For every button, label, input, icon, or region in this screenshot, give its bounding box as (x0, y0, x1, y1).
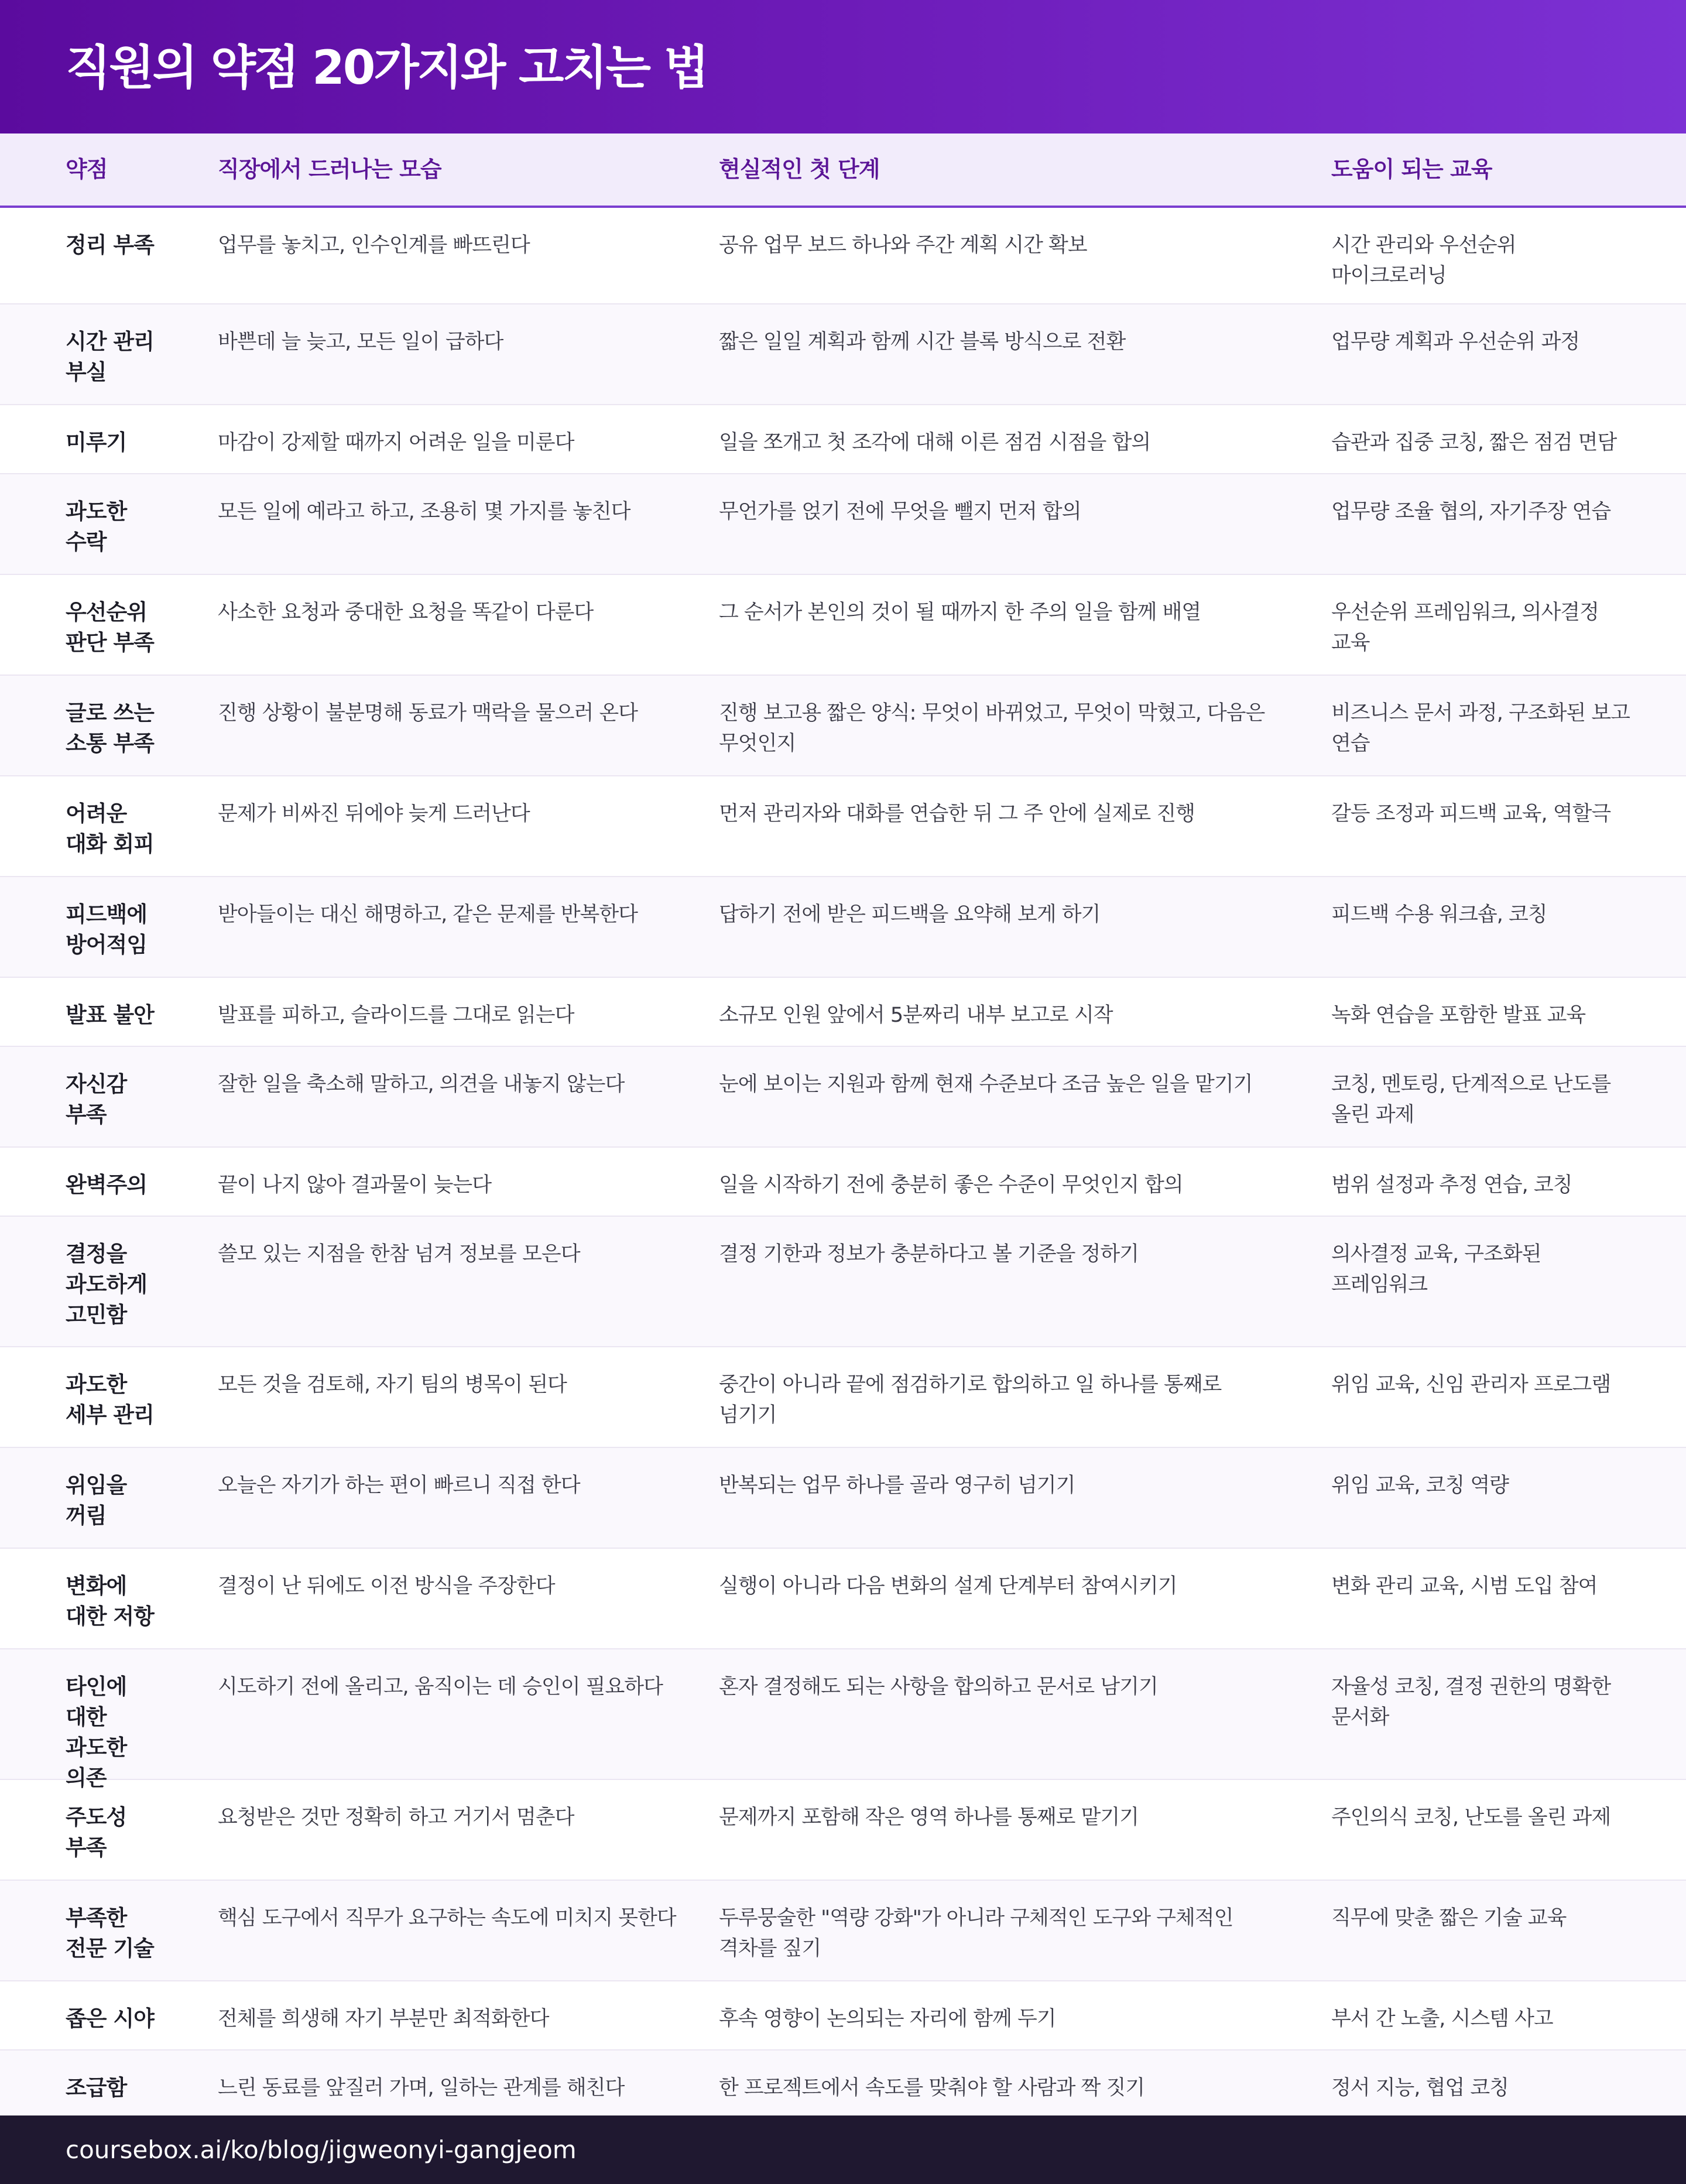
cell-weakness: 과도한 수락 (66, 499, 127, 554)
column-header-training: 도움이 되는 교육 (1331, 156, 1492, 182)
cell-shows-up: 모든 일에 예라고 하고, 조용히 몇 가지를 놓친다 (218, 500, 630, 523)
cell-first-step: 반복되는 업무 하나를 골라 영구히 넘기기 (719, 1474, 1075, 1497)
cell-first-step: 눈에 보이는 지원과 함께 현재 수준보다 조금 높은 일을 맡기기 (719, 1073, 1253, 1096)
cell-shows-up: 시도하기 전에 올리고, 움직이는 데 승인이 필요하다 (218, 1675, 663, 1699)
cell-first-step: 중간이 아니라 끝에 점검하기로 합의하고 일 하나를 통째로 넘기기 (719, 1373, 1222, 1427)
table-row (0, 405, 1686, 474)
cell-shows-up: 발표를 피하고, 슬라이드를 그대로 읽는다 (218, 1004, 574, 1027)
cell-weakness: 변화에 대한 저항 (66, 1573, 154, 1629)
table-row (0, 575, 1686, 676)
cell-training: 위임 교육, 코칭 역량 (1331, 1474, 1509, 1497)
cell-training: 주인의식 코칭, 난도를 올린 과제 (1331, 1806, 1611, 1829)
cell-training: 부서 간 노출, 시스템 사고 (1331, 2007, 1553, 2031)
cell-first-step: 소규모 인원 앞에서 5분짜리 내부 보고로 시작 (719, 1004, 1113, 1027)
cell-first-step: 실행이 아니라 다음 변화의 설계 단계부터 참여시키기 (719, 1574, 1177, 1598)
cell-training: 의사결정 교육, 구조화된 프레임워크 (1331, 1242, 1541, 1296)
cell-training: 갈등 조정과 피드백 교육, 역할극 (1331, 802, 1611, 826)
cell-weakness: 타인에 대한 과도한 의존 (66, 1674, 127, 1791)
table-row (0, 1047, 1686, 1148)
cell-shows-up: 모든 것을 검토해, 자기 팀의 병목이 된다 (218, 1373, 567, 1396)
cell-shows-up: 마감이 강제할 때까지 어려운 일을 미룬다 (218, 431, 574, 454)
cell-shows-up: 끝이 나지 않아 결과물이 늦는다 (218, 1173, 492, 1197)
cell-first-step: 짧은 일일 계획과 함께 시간 블록 방식으로 전환 (719, 330, 1126, 354)
cell-training: 업무량 조율 협의, 자기주장 연습 (1331, 500, 1611, 523)
cell-weakness: 글로 쓰는 소통 부족 (66, 700, 154, 756)
table-row (0, 474, 1686, 575)
table-row (0, 1981, 1686, 2051)
cell-first-step: 먼저 관리자와 대화를 연습한 뒤 그 주 안에 실제로 진행 (719, 802, 1195, 826)
cell-first-step: 두루뭉술한 "역량 강화"가 아니라 구체적인 도구와 구체적인 격차를 짚기 (719, 1906, 1233, 1960)
cell-weakness: 발표 불안 (66, 1002, 154, 1028)
cell-shows-up: 전체를 희생해 자기 부분만 최적화한다 (218, 2007, 549, 2031)
cell-shows-up: 잘한 일을 축소해 말하고, 의견을 내놓지 않는다 (218, 1073, 625, 1096)
cell-weakness: 위임을 꺼림 (66, 1473, 127, 1528)
cell-shows-up: 바쁜데 늘 늦고, 모든 일이 급하다 (218, 330, 503, 354)
cell-first-step: 결정 기한과 정보가 충분하다고 볼 기준을 정하기 (719, 1242, 1139, 1266)
table-row (0, 1347, 1686, 1448)
table-body (0, 208, 1686, 2115)
cell-weakness: 자신감 부족 (66, 1072, 127, 1127)
cell-weakness: 피드백에 방어적임 (66, 902, 147, 957)
cell-training: 정서 지능, 협업 코칭 (1331, 2076, 1509, 2100)
table-row (0, 1881, 1686, 1981)
cell-training: 범위 설정과 추정 연습, 코칭 (1331, 1173, 1572, 1197)
cell-training: 자율성 코칭, 결정 권한의 명확한 문서화 (1331, 1675, 1611, 1729)
cell-weakness: 미루기 (66, 430, 127, 455)
cell-weakness: 완벽주의 (66, 1172, 147, 1197)
column-header-first-step: 현실적인 첫 단계 (719, 156, 880, 182)
cell-shows-up: 느린 동료를 앞질러 가며, 일하는 관계를 해친다 (218, 2076, 625, 2100)
cell-weakness: 시간 관리 부실 (66, 329, 154, 385)
cell-first-step: 무언가를 얹기 전에 무엇을 뺄지 먼저 합의 (719, 500, 1081, 523)
page-title: 직원의 약점 20가지와 고치는 법 (66, 40, 708, 95)
cell-first-step: 혼자 결정해도 되는 사항을 합의하고 문서로 남기기 (719, 1675, 1158, 1699)
table-row (0, 776, 1686, 877)
cell-training: 시간 관리와 우선순위 마이크로러닝 (1331, 234, 1516, 287)
cell-training: 습관과 집중 코칭, 짧은 점검 면담 (1331, 431, 1617, 454)
cell-first-step: 후속 영향이 논의되는 자리에 함께 두기 (719, 2007, 1056, 2031)
table-row (0, 304, 1686, 405)
cell-first-step: 일을 시작하기 전에 충분히 좋은 수준이 무엇인지 합의 (719, 1173, 1183, 1197)
table-row (0, 2051, 1686, 2121)
table-row (0, 877, 1686, 978)
table-header (0, 133, 1686, 208)
cell-training: 변화 관리 교육, 시범 도입 참여 (1331, 1574, 1598, 1598)
cell-shows-up: 사소한 요청과 중대한 요청을 똑같이 다룬다 (218, 601, 594, 624)
cell-weakness: 좁은 시야 (66, 2006, 154, 2031)
table-row (0, 1448, 1686, 1549)
cell-first-step: 그 순서가 본인의 것이 될 때까지 한 주의 일을 함께 배열 (719, 601, 1201, 624)
cell-first-step: 답하기 전에 받은 피드백을 요약해 보게 하기 (719, 903, 1101, 926)
cell-training: 피드백 수용 워크숍, 코칭 (1331, 903, 1547, 926)
cell-training: 녹화 연습을 포함한 발표 교육 (1331, 1004, 1586, 1027)
cell-training: 비즈니스 문서 과정, 구조화된 보고 연습 (1331, 701, 1630, 755)
cell-shows-up: 진행 상황이 불분명해 동료가 맥락을 물으러 온다 (218, 701, 638, 725)
footer-url: coursebox.ai/ko/blog/jigweonyi-gangjeom (66, 2135, 577, 2164)
column-header-weakness: 약점 (66, 156, 108, 182)
table-row (0, 978, 1686, 1047)
table-row (0, 1217, 1686, 1347)
cell-training: 직무에 맞춘 짧은 기술 교육 (1331, 1906, 1567, 1930)
column-header-shows-up: 직장에서 드러나는 모습 (218, 156, 441, 182)
cell-shows-up: 핵심 도구에서 직무가 요구하는 속도에 미치지 못한다 (218, 1906, 676, 1930)
cell-weakness: 어려운 대화 회피 (66, 801, 154, 857)
cell-shows-up: 문제가 비싸진 뒤에야 늦게 드러난다 (218, 802, 530, 826)
cell-weakness: 과도한 세부 관리 (66, 1372, 154, 1428)
cell-first-step: 진행 보고용 짧은 양식: 무엇이 바뀌었고, 무엇이 막혔고, 다음은 무엇인지 (719, 701, 1265, 755)
cell-shows-up: 받아들이는 대신 해명하고, 같은 문제를 반복한다 (218, 903, 638, 926)
cell-first-step: 일을 쪼개고 첫 조각에 대해 이른 점검 시점을 합의 (719, 431, 1151, 454)
page-footer (0, 2115, 1686, 2184)
cell-training: 우선순위 프레임워크, 의사결정 교육 (1331, 601, 1599, 655)
cell-training: 위임 교육, 신임 관리자 프로그램 (1331, 1373, 1611, 1396)
cell-shows-up: 결정이 난 뒤에도 이전 방식을 주장한다 (218, 1574, 555, 1598)
cell-first-step: 한 프로젝트에서 속도를 맞춰야 할 사람과 짝 짓기 (719, 2076, 1145, 2100)
cell-shows-up: 업무를 놓치고, 인수인계를 빠뜨린다 (218, 234, 530, 257)
cell-first-step: 공유 업무 보드 하나와 주간 계획 시간 확보 (719, 234, 1087, 257)
cell-weakness: 주도성 부족 (66, 1805, 127, 1860)
cell-weakness: 결정을 과도하게 고민함 (66, 1241, 147, 1327)
cell-weakness: 정리 부족 (66, 232, 154, 258)
table-row (0, 676, 1686, 776)
table-row (0, 1780, 1686, 1881)
table-row (0, 1549, 1686, 1649)
cell-shows-up: 오늘은 자기가 하는 편이 빠르니 직접 한다 (218, 1474, 580, 1497)
cell-shows-up: 쓸모 있는 지점을 한참 넘겨 정보를 모은다 (218, 1242, 580, 1266)
cell-training: 코칭, 멘토링, 단계적으로 난도를 올린 과제 (1331, 1073, 1611, 1127)
cell-weakness: 우선순위 판단 부족 (66, 600, 154, 655)
cell-weakness: 조급함 (66, 2075, 127, 2100)
table-row (0, 208, 1686, 304)
cell-training: 업무량 계획과 우선순위 과정 (1331, 330, 1580, 354)
cell-first-step: 문제까지 포함해 작은 영역 하나를 통째로 맡기기 (719, 1806, 1139, 1829)
table-row (0, 1649, 1686, 1791)
page-header (0, 0, 1686, 133)
cell-shows-up: 요청받은 것만 정확히 하고 거기서 멈춘다 (218, 1806, 574, 1829)
cell-weakness: 부족한 전문 기술 (66, 1905, 154, 1961)
table-row (0, 1148, 1686, 1217)
